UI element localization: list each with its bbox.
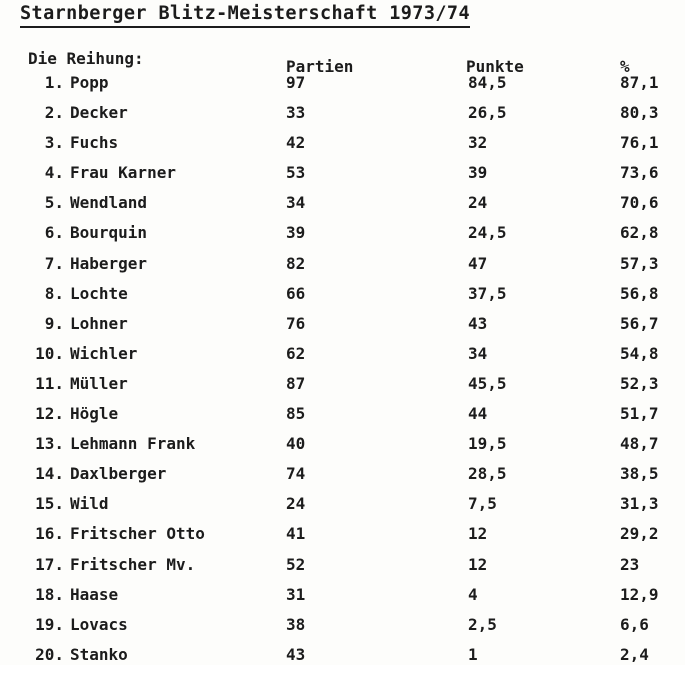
ranking-table (0, 72, 685, 674)
points-cell: 43 (468, 313, 488, 333)
rank-cell: 3. (44, 133, 64, 153)
player-name-cell: Lohner (70, 313, 128, 333)
percent-cell: 56,7 (620, 313, 659, 333)
ranking-label: Die Reihung: (28, 49, 144, 68)
table-row (0, 222, 685, 252)
table-row (0, 614, 685, 644)
games-cell: 41 (286, 524, 306, 544)
percent-cell: 38,5 (620, 464, 659, 484)
points-cell: 44 (468, 404, 488, 424)
percent-cell: 62,8 (620, 223, 659, 243)
games-cell: 74 (286, 464, 306, 484)
table-row (0, 373, 685, 403)
table-row (0, 132, 685, 162)
rank-cell: 16. (35, 524, 64, 544)
rank-cell: 8. (44, 283, 64, 303)
percent-cell: 6,6 (620, 614, 649, 634)
points-cell: 47 (468, 253, 488, 273)
table-row (0, 162, 685, 192)
rank-cell: 13. (35, 434, 64, 454)
player-name-cell: Stanko (70, 644, 128, 664)
table-row (0, 463, 685, 493)
percent-cell: 52,3 (620, 373, 659, 393)
table-row (0, 523, 685, 553)
games-cell: 31 (286, 584, 306, 604)
rank-cell: 9. (44, 313, 64, 333)
player-name-cell: Bourquin (70, 223, 148, 243)
points-cell: 26,5 (468, 103, 507, 123)
player-name-cell: Decker (70, 103, 128, 123)
points-cell: 39 (468, 163, 488, 183)
points-cell: 7,5 (468, 494, 497, 514)
page-title: Starnberger Blitz-Meisterschaft 1973/74 (20, 3, 470, 28)
rank-cell: 17. (35, 554, 64, 574)
table-row (0, 644, 685, 674)
rank-cell: 20. (35, 644, 64, 664)
rank-cell: 10. (35, 343, 64, 363)
games-cell: 97 (286, 73, 306, 92)
table-row (0, 554, 685, 584)
percent-cell: 80,3 (620, 103, 659, 123)
percent-cell: 54,8 (620, 343, 659, 363)
rank-cell: 15. (35, 494, 64, 514)
games-cell: 85 (286, 404, 306, 424)
percent-column-header: % (620, 57, 630, 76)
percent-cell: 48,7 (620, 434, 659, 454)
games-cell: 66 (286, 283, 306, 303)
points-cell: 4 (468, 584, 478, 604)
percent-cell: 2,4 (620, 644, 649, 664)
points-cell: 84,5 (468, 73, 507, 92)
points-cell: 32 (468, 133, 488, 153)
percent-cell: 57,3 (620, 253, 659, 273)
player-name-cell: Högle (70, 404, 119, 424)
percent-cell: 31,3 (620, 494, 659, 514)
games-cell: 34 (286, 193, 306, 213)
player-name-cell: Lovacs (70, 614, 128, 634)
games-cell: 39 (286, 223, 306, 243)
games-cell: 76 (286, 313, 306, 333)
points-cell: 12 (468, 524, 488, 544)
points-cell: 19,5 (468, 434, 507, 454)
table-row (0, 493, 685, 523)
percent-cell: 51,7 (620, 404, 659, 424)
table-row (0, 72, 685, 102)
percent-cell: 87,1 (620, 73, 659, 92)
rank-cell: 19. (35, 614, 64, 634)
player-name-cell: Popp (70, 73, 109, 92)
points-cell: 2,5 (468, 614, 497, 634)
player-name-cell: Lehmann Frank (70, 434, 196, 454)
rank-cell: 5. (44, 193, 64, 213)
player-name-cell: Daxlberger (70, 464, 167, 484)
table-row (0, 403, 685, 433)
player-name-cell: Fuchs (70, 133, 119, 153)
player-name-cell: Haberger (70, 253, 148, 273)
games-cell: 24 (286, 494, 306, 514)
player-name-cell: Wichler (70, 343, 138, 363)
games-cell: 38 (286, 614, 306, 634)
rank-cell: 12. (35, 404, 64, 424)
player-name-cell: Fritscher Otto (70, 524, 205, 544)
table-row (0, 253, 685, 283)
table-row (0, 313, 685, 343)
games-cell: 40 (286, 434, 306, 454)
table-row (0, 283, 685, 313)
points-cell: 45,5 (468, 373, 507, 393)
points-cell: 37,5 (468, 283, 507, 303)
rank-cell: 14. (35, 464, 64, 484)
percent-cell: 73,6 (620, 163, 659, 183)
player-name-cell: Wendland (70, 193, 148, 213)
points-cell: 28,5 (468, 464, 507, 484)
games-cell: 52 (286, 554, 306, 574)
rank-cell: 7. (44, 253, 64, 273)
games-cell: 43 (286, 644, 306, 664)
games-cell: 53 (286, 163, 306, 183)
rank-cell: 1. (44, 73, 64, 92)
percent-cell: 12,9 (620, 584, 659, 604)
games-cell: 82 (286, 253, 306, 273)
points-cell: 12 (468, 554, 488, 574)
table-row (0, 102, 685, 132)
rank-cell: 2. (44, 103, 64, 123)
percent-cell: 23 (620, 554, 640, 574)
player-name-cell: Haase (70, 584, 119, 604)
games-cell: 87 (286, 373, 306, 393)
games-cell: 33 (286, 103, 306, 123)
table-header (0, 48, 685, 76)
player-name-cell: Frau Karner (70, 163, 176, 183)
rank-cell: 6. (44, 223, 64, 243)
player-name-cell: Fritscher Mv. (70, 554, 196, 574)
player-name-cell: Müller (70, 373, 128, 393)
table-row (0, 584, 685, 614)
points-cell: 1 (468, 644, 478, 664)
points-column-header: Punkte (466, 57, 524, 76)
games-cell: 42 (286, 133, 306, 153)
table-row (0, 192, 685, 222)
percent-cell: 76,1 (620, 133, 659, 153)
rank-cell: 4. (44, 163, 64, 183)
points-cell: 24 (468, 193, 488, 213)
player-name-cell: Wild (70, 494, 109, 514)
player-name-cell: Lochte (70, 283, 128, 303)
table-row (0, 433, 685, 463)
table-row (0, 343, 685, 373)
percent-cell: 70,6 (620, 193, 659, 213)
rank-cell: 18. (35, 584, 64, 604)
points-cell: 34 (468, 343, 488, 363)
percent-cell: 56,8 (620, 283, 659, 303)
rank-cell: 11. (35, 373, 64, 393)
points-cell: 24,5 (468, 223, 507, 243)
games-cell: 62 (286, 343, 306, 363)
percent-cell: 29,2 (620, 524, 659, 544)
games-column-header: Partien (286, 57, 354, 76)
